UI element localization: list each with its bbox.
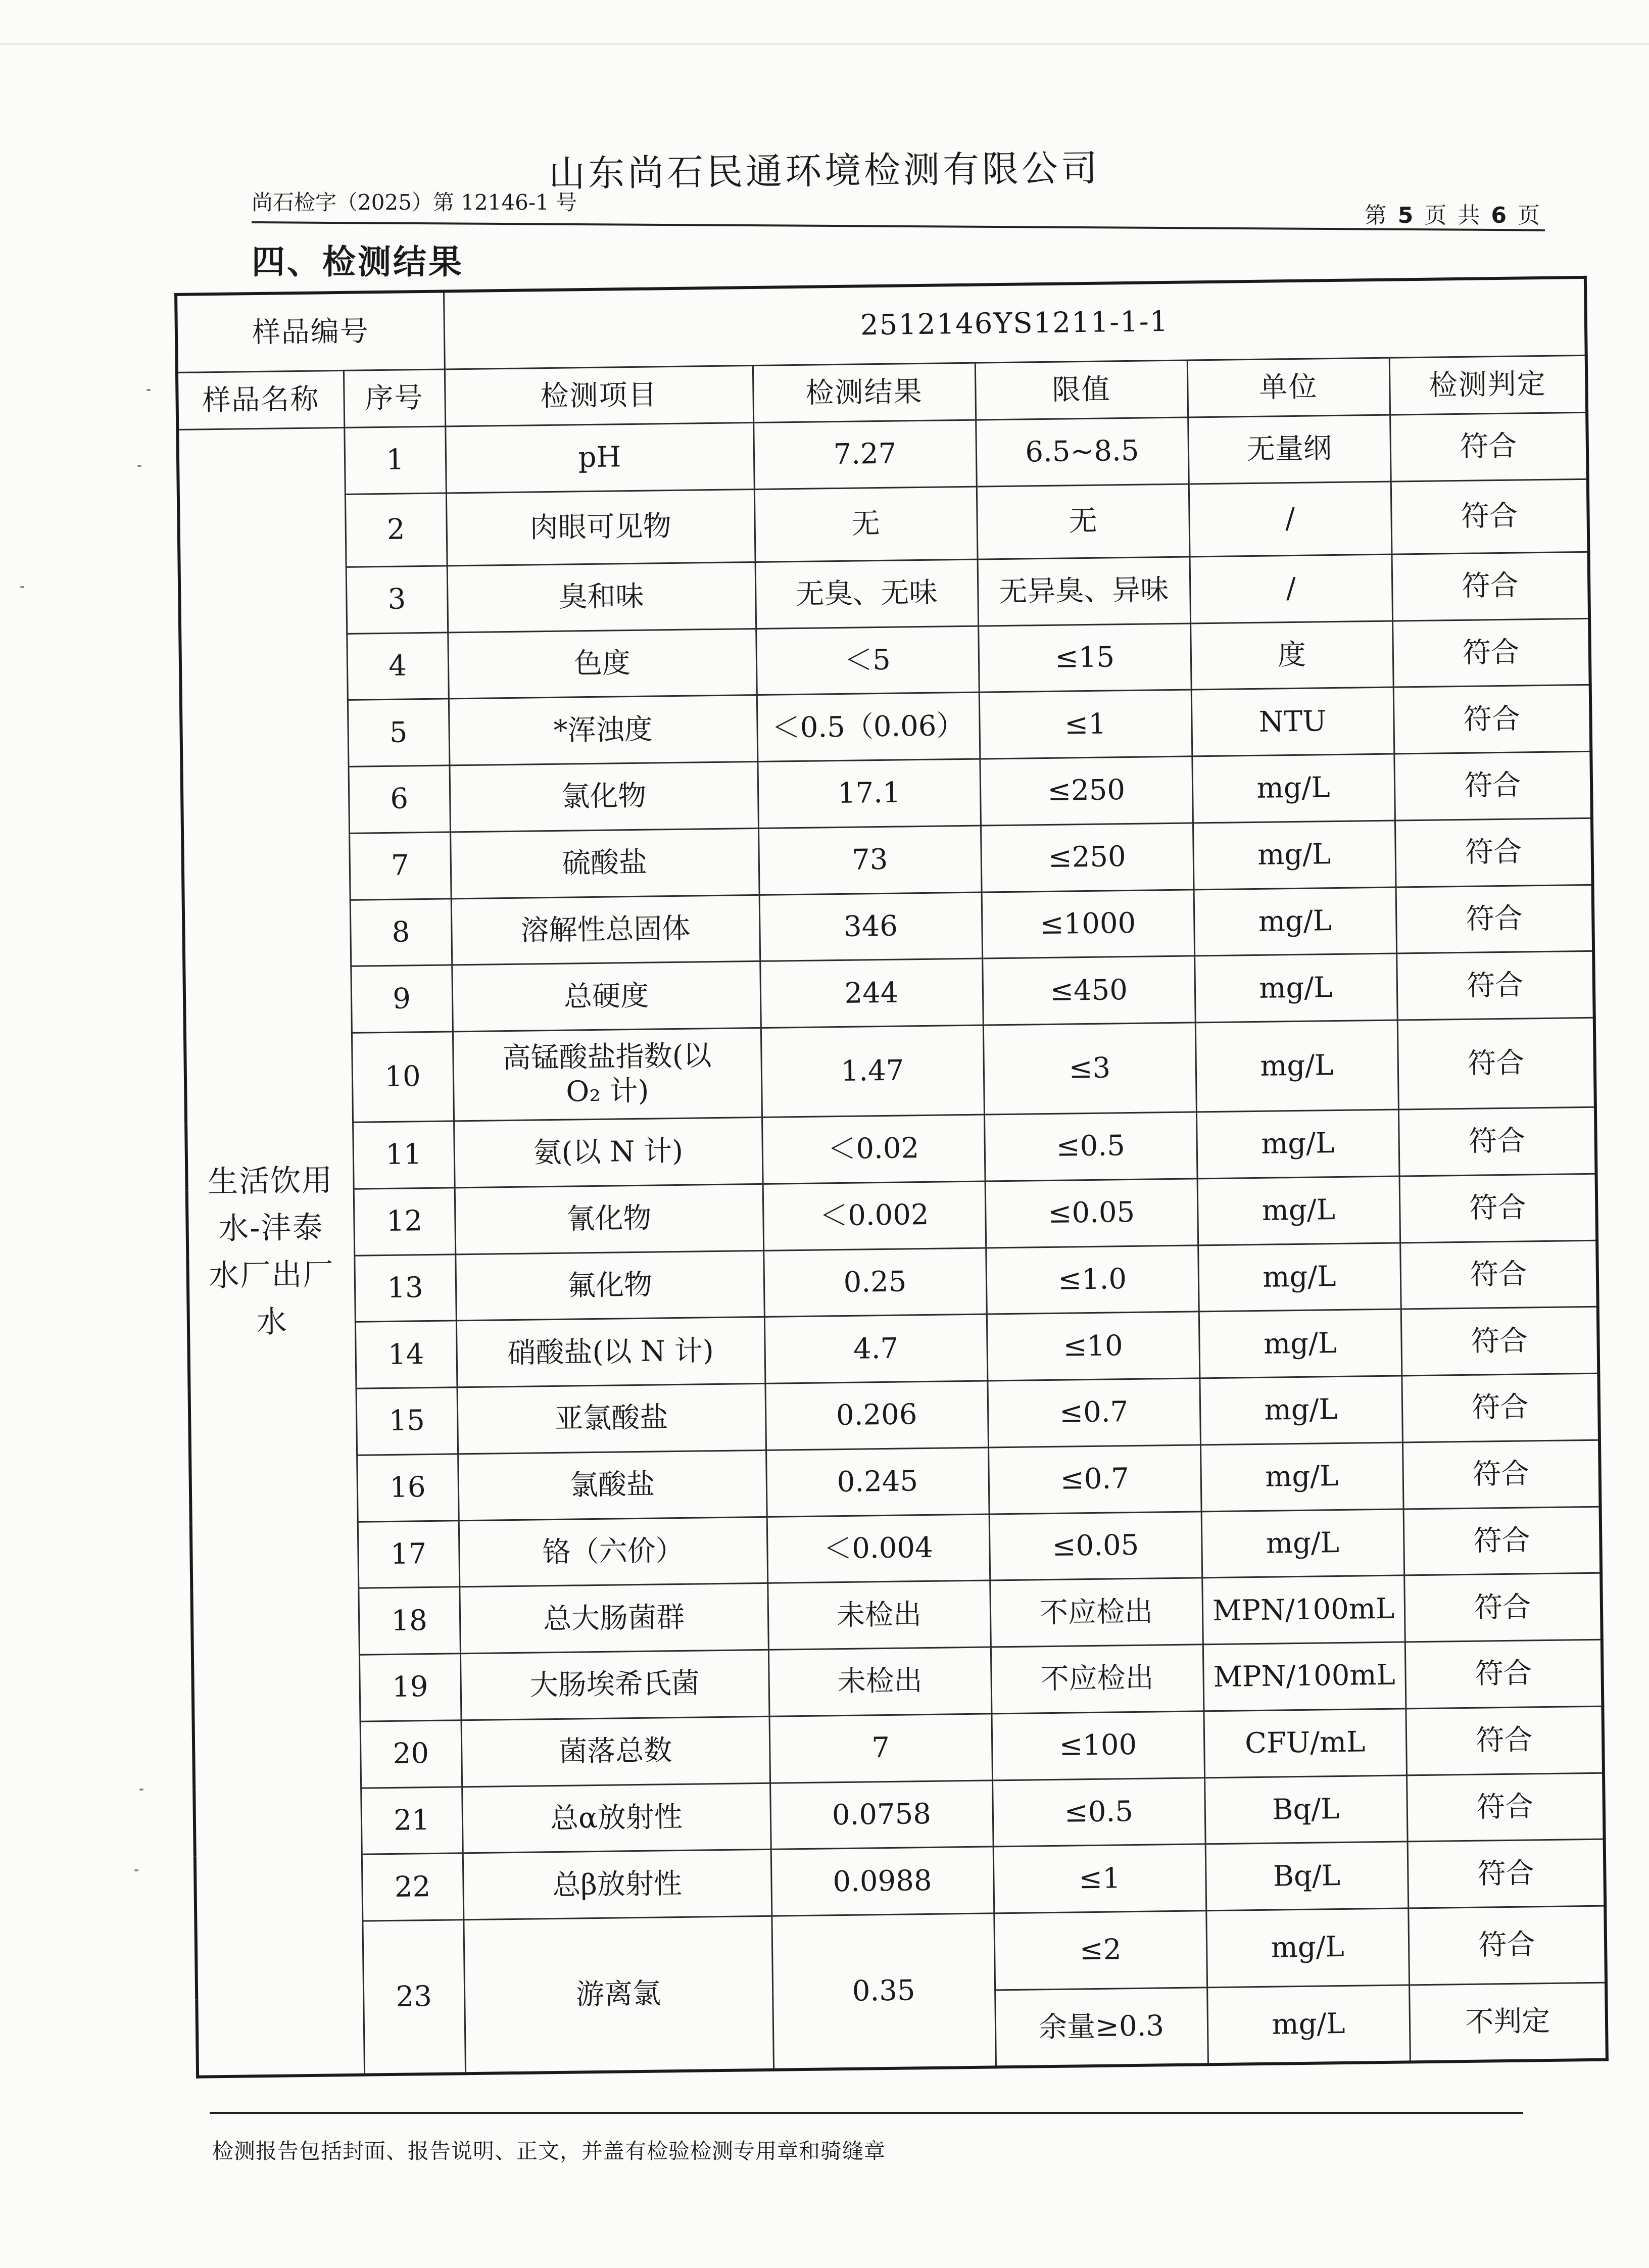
item-cell: 肉眼可见物	[446, 489, 755, 566]
limit-cell: ≤250	[980, 756, 1193, 826]
page-indicator	[1365, 197, 1542, 229]
item-cell: 色度	[448, 629, 757, 699]
judgement-cell: 符合	[1398, 1107, 1596, 1176]
result-cell: 0.206	[765, 1381, 988, 1450]
result-cell: 17.1	[757, 759, 981, 828]
result-cell: 73	[758, 826, 982, 895]
unit-cell: mg/L	[1194, 953, 1397, 1023]
unit-cell: 无量纲	[1188, 415, 1391, 484]
judgement-cell: 符合	[1399, 1174, 1597, 1243]
sample-name-line: 水-沣泰	[218, 1210, 324, 1247]
unit-cell: CFU/mL	[1203, 1709, 1406, 1778]
sample-name-line: 水	[256, 1304, 288, 1340]
limit-cell: 不应检出	[990, 1578, 1203, 1647]
result-cell: ＜5	[756, 626, 979, 695]
seq-cell: 14	[355, 1321, 457, 1388]
judgement-cell: 不判定	[1409, 1983, 1607, 2062]
result-cell: 346	[759, 892, 983, 961]
judgement-cell: 符合	[1391, 552, 1589, 621]
limit-cell: ≤0.5	[992, 1778, 1205, 1847]
unit-cell: mg/L	[1198, 1243, 1401, 1312]
item-line: O₂ 计)	[565, 1074, 649, 1108]
judgement-cell: 符合	[1400, 1240, 1598, 1310]
table-row	[185, 1018, 1595, 1124]
header-divider	[252, 221, 1545, 231]
seq-cell: 3	[346, 566, 448, 634]
item-cell: 氰化物	[455, 1184, 764, 1254]
unit-cell: mg/L	[1207, 1985, 1410, 2064]
item-cell: 氟化物	[455, 1250, 764, 1321]
sample-name-cell	[177, 428, 364, 2077]
limit-cell: 不应检出	[991, 1645, 1204, 1714]
unit-cell: MPN/100mL	[1203, 1642, 1406, 1711]
result-cell: 未检出	[767, 1580, 991, 1650]
result-cell: 0.35	[771, 1913, 996, 2070]
section-title: 四、检测结果	[252, 242, 464, 281]
header-judgement: 检测判定	[1389, 355, 1587, 415]
result-cell: ＜0.5（0.06）	[757, 693, 980, 762]
judgement-cell: 符合	[1408, 1840, 1606, 1909]
seq-cell: 8	[350, 899, 452, 967]
limit-cell: ≤0.7	[988, 1445, 1201, 1514]
unit-cell: mg/L	[1201, 1509, 1404, 1578]
results-table-container	[174, 276, 1606, 2079]
result-cell: 0.0988	[771, 1847, 994, 1916]
seq-cell: 10	[352, 1032, 454, 1122]
result-cell: ＜0.02	[762, 1115, 985, 1184]
item-cell: 硝酸盐(以 N 计)	[456, 1317, 765, 1387]
judgement-cell: 符合	[1404, 1573, 1602, 1643]
result-cell: 未检出	[768, 1647, 992, 1716]
item-cell: 总硬度	[452, 961, 761, 1032]
header-result: 检测结果	[753, 363, 976, 423]
header-limit: 限值	[975, 360, 1188, 420]
limit-cell: 余量≥0.3	[995, 1987, 1208, 2067]
result-cell: 0.245	[766, 1447, 989, 1517]
seq-cell: 13	[354, 1254, 456, 1322]
header-item: 检测项目	[445, 365, 753, 426]
item-cell: *浑浊度	[449, 695, 758, 765]
item-cell: 总大肠菌群	[459, 1583, 768, 1654]
seq-cell: 23	[362, 1920, 465, 2075]
scan-speck	[134, 1869, 138, 1871]
unit-cell: NTU	[1191, 688, 1394, 757]
judgement-cell: 符合	[1390, 412, 1588, 481]
seq-cell: 19	[359, 1654, 461, 1721]
results-table	[174, 276, 1609, 2079]
limit-cell: ≤1000	[982, 890, 1195, 959]
judgement-cell: 符合	[1394, 752, 1592, 821]
unit-cell: mg/L	[1199, 1309, 1402, 1378]
page-total: 6	[1491, 203, 1509, 228]
header-unit: 单位	[1187, 358, 1390, 417]
result-cell: 无臭、无味	[755, 559, 979, 629]
limit-cell: ≤3	[983, 1023, 1196, 1115]
unit-cell: Bq/L	[1204, 1775, 1408, 1845]
item-cell: 臭和味	[447, 562, 756, 632]
unit-cell: MPN/100mL	[1202, 1575, 1405, 1645]
judgement-cell: 符合	[1396, 951, 1594, 1021]
result-cell: ＜0.002	[763, 1181, 986, 1250]
item-cell	[453, 1028, 762, 1121]
seq-cell: 4	[347, 633, 449, 700]
judgement-cell: 符合	[1406, 1773, 1605, 1842]
judgement-cell: 符合	[1391, 479, 1589, 554]
judgement-cell: 符合	[1402, 1440, 1601, 1509]
seq-cell: 20	[360, 1720, 462, 1788]
judgement-cell: 符合	[1405, 1706, 1604, 1775]
unit-cell: Bq/L	[1205, 1842, 1409, 1911]
unit-cell: mg/L	[1199, 1376, 1402, 1445]
seq-cell: 15	[356, 1387, 458, 1455]
scan-speck	[139, 1789, 143, 1791]
report-number: 尚石检字（2025）第 12146-1 号	[252, 190, 577, 215]
unit-cell: mg/L	[1195, 1020, 1398, 1112]
seq-cell: 1	[344, 426, 446, 494]
limit-cell: ≤1.0	[986, 1245, 1199, 1315]
result-cell: 无	[754, 487, 978, 562]
seq-cell: 22	[362, 1853, 464, 1921]
item-cell: 大肠埃希氏菌	[460, 1650, 769, 1720]
header-sample-name: 样品名称	[177, 370, 344, 429]
item-cell: 氯化物	[449, 762, 758, 832]
judgement-cell: 符合	[1393, 685, 1591, 754]
scan-edge-line	[0, 43, 1649, 44]
limit-cell: ≤100	[991, 1711, 1204, 1780]
judgement-cell: 符合	[1401, 1307, 1599, 1376]
item-cell: 氯酸盐	[458, 1450, 767, 1520]
limit-cell: ≤1	[993, 1844, 1206, 1913]
result-cell: ＜0.004	[767, 1514, 990, 1583]
item-cell: 硫酸盐	[450, 828, 759, 898]
result-cell: 7.27	[753, 420, 977, 489]
limit-cell: ≤0.05	[985, 1179, 1198, 1248]
scan-speck	[20, 586, 24, 588]
scan-speck	[147, 389, 151, 391]
seq-cell: 16	[357, 1454, 459, 1522]
result-cell: 7	[769, 1714, 993, 1783]
item-cell: 总α放射性	[462, 1783, 771, 1853]
result-cell: 0.0758	[770, 1780, 993, 1850]
limit-cell: ≤0.05	[989, 1512, 1202, 1581]
judgement-cell: 符合	[1403, 1507, 1602, 1576]
unit-cell: mg/L	[1197, 1176, 1400, 1245]
judgement-cell: 符合	[1396, 885, 1594, 954]
item-cell: 游离氯	[463, 1916, 773, 2074]
item-cell: 总β放射性	[463, 1850, 772, 1920]
limit-cell: 无异臭、异味	[978, 557, 1191, 626]
footer-note: 检测报告包括封面、报告说明、正文，并盖有检验检测专用章和骑缝章	[212, 2139, 886, 2163]
result-cell: 0.25	[763, 1248, 987, 1317]
sample-name-line: 生活饮用	[207, 1163, 333, 1200]
item-cell: 铬（六价）	[459, 1517, 768, 1587]
limit-cell: 6.5~8.5	[976, 417, 1189, 487]
limit-cell: ≤0.7	[987, 1378, 1200, 1447]
scan-speck	[137, 465, 141, 467]
seq-cell: 18	[358, 1587, 460, 1655]
judgement-cell: 符合	[1405, 1639, 1603, 1709]
judgement-cell: 符合	[1408, 1906, 1606, 1985]
page-suffix: 页	[1518, 203, 1542, 228]
unit-cell: /	[1189, 481, 1392, 557]
page-mid: 页 共	[1424, 203, 1482, 228]
limit-cell: ≤2	[994, 1911, 1207, 1990]
judgement-cell: 符合	[1392, 618, 1590, 688]
seq-cell: 12	[354, 1188, 456, 1256]
item-cell: 氨(以 N 计)	[454, 1118, 763, 1188]
judgement-cell: 符合	[1401, 1373, 1599, 1442]
item-cell: 菌落总数	[461, 1716, 770, 1787]
limit-cell: ≤0.5	[984, 1112, 1197, 1181]
limit-cell: ≤10	[987, 1312, 1200, 1381]
seq-cell: 6	[348, 765, 450, 833]
item-cell: pH	[445, 423, 754, 493]
unit-cell: 度	[1190, 621, 1393, 690]
limit-cell: ≤250	[981, 823, 1194, 892]
page-prefix: 第	[1364, 203, 1389, 228]
seq-cell: 21	[361, 1787, 463, 1855]
footer-divider	[210, 2112, 1523, 2114]
seq-cell: 2	[345, 493, 447, 567]
result-cell: 244	[760, 959, 983, 1028]
judgement-cell: 符合	[1397, 1018, 1595, 1109]
item-line: 高锰酸盐指数(以	[502, 1039, 712, 1075]
company-name: 山东尚石民通环境检测有限公司	[548, 147, 1101, 195]
unit-cell: mg/L	[1206, 1908, 1409, 1987]
item-cell: 溶解性总固体	[451, 895, 760, 965]
item-cell: 亚氯酸盐	[457, 1384, 766, 1454]
unit-cell: mg/L	[1200, 1442, 1403, 1512]
seq-cell: 17	[358, 1521, 460, 1588]
unit-cell: mg/L	[1194, 887, 1397, 956]
limit-cell: 无	[977, 484, 1190, 559]
sample-id-label: 样品编号	[176, 291, 445, 372]
seq-cell: 11	[353, 1121, 455, 1189]
seq-cell: 9	[351, 965, 453, 1033]
result-cell: 1.47	[761, 1025, 984, 1117]
unit-cell: mg/L	[1192, 754, 1395, 823]
seq-cell: 5	[348, 699, 450, 766]
result-cell: 4.7	[764, 1314, 988, 1383]
page-current: 5	[1397, 203, 1416, 228]
limit-cell: ≤450	[982, 956, 1195, 1025]
unit-cell: mg/L	[1196, 1109, 1399, 1179]
seq-cell: 7	[349, 832, 451, 900]
limit-cell: ≤15	[978, 623, 1191, 693]
unit-cell: mg/L	[1193, 821, 1396, 890]
limit-cell: ≤1	[979, 690, 1192, 759]
judgement-cell: 符合	[1395, 818, 1593, 887]
sample-name-line: 水厂出厂	[209, 1257, 334, 1294]
unit-cell: /	[1190, 554, 1393, 623]
header-seq: 序号	[344, 369, 445, 428]
sample-id-value: 2512146YS1211-1-1	[444, 277, 1586, 369]
